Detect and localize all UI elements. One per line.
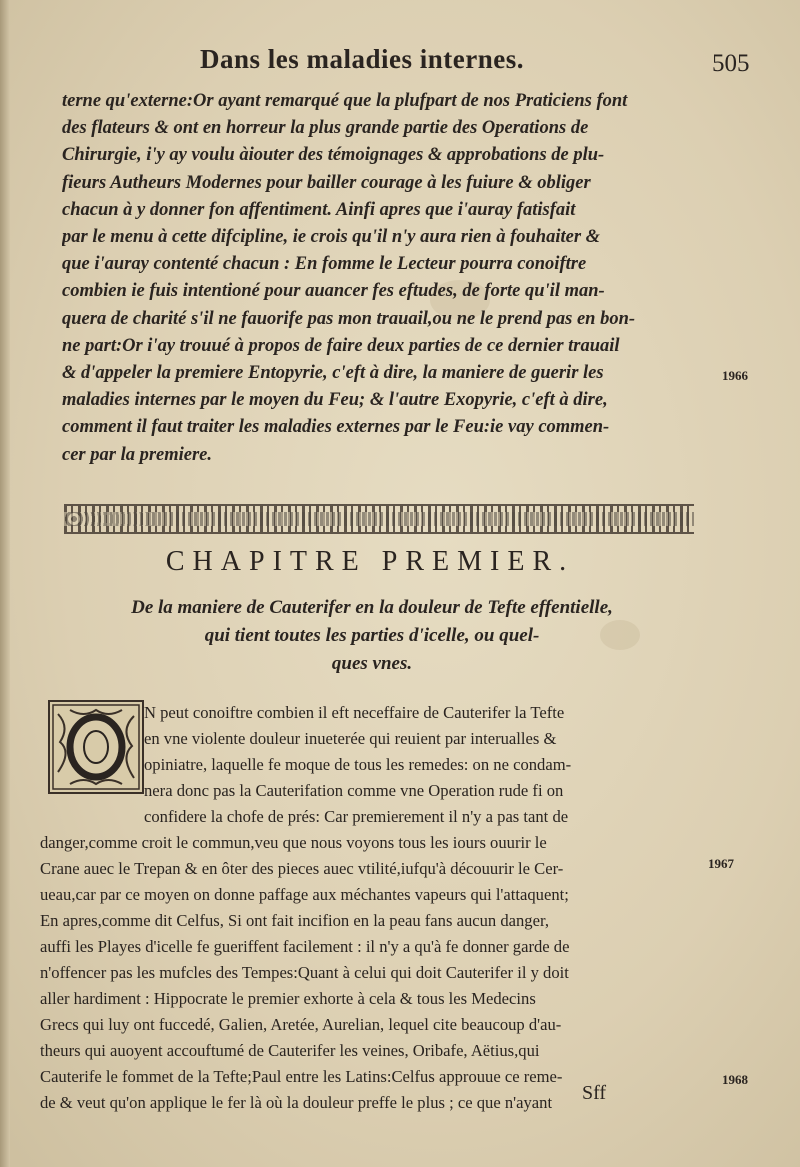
text-line: auffi les Playes d'icelle fe gueriffent facilement : il n'y a qu'à fe donner garde de [40,937,570,956]
margin-note: 1966 [722,368,748,383]
text-line: maladies internes par le moyen du Feu; & l'autre Exopyrie, c'eft à dire, [62,390,608,411]
page-gutter [0,0,10,1167]
running-title: Dans les maladies internes. [200,44,524,74]
text-line: En apres,comme dit Celfus, Si ont fait incifion en la peau fans aucun danger, [40,911,549,930]
margin-note: 1967 [708,856,734,871]
chapter-title: CHAPITRE PREMIER. [165,546,575,577]
text-line: de & veut qu'on applique le fer là où la douleur preffe le plus ; ce que n'ayant [40,1093,553,1112]
text-line: nera donc pas la Cauterifation comme vne Operation rude fi on [144,781,564,800]
body-paragraph [40,700,700,1116]
subtitle-line: qui tient toutes les parties d'icelle, ou quel- [204,625,540,646]
text-line: que i'auray contenté chacun : En fomme le Lecteur pourra conoiftre [62,254,587,275]
text-line: & d'appeler la premiere Entopyrie, c'eft à dire, la maniere de guerir les [62,363,604,384]
text-line: danger,comme croit le commun,veu que nous voyons tous les iours ouurir le [40,833,547,852]
catchword: Sff [582,1082,607,1104]
text-line: Cauterife le fommet de la Tefte;Paul entre les Latins:Celfus approuue ce reme- [40,1067,563,1086]
text-line: opiniatre, laquelle fe moque de tous les remedes: on ne condam- [144,755,572,774]
text-line: chacun à y donner fon affentiment. Ainfi apres que i'auray fatisfait [62,199,576,220]
text-line: confidere la chofe de prés: Car premierement il n'y a pas tant de [144,807,569,826]
subtitle-line: ques vnes. [331,653,413,674]
text-line: quera de charité s'il ne fauorife pas mon trauail,ou ne le prend pas en bon- [62,308,636,329]
text-line: n'offencer pas les mufcles des Tempes:Quant à celui qui doit Cauterifer il y doit [40,963,569,982]
text-line: cer par la premiere. [62,444,213,465]
text-line: terne qu'externe:Or ayant remarqué que la plufpart de nos Praticiens font [62,91,628,111]
chapter-subtitle [62,594,682,678]
text-line: comment il faut traiter les maladies externes par le Feu:ie vay commen- [62,417,610,438]
text-line: Grecs qui luy ont fuccedé, Galien, Aretée, Aurelian, lequel cite beaucoup d'au- [40,1015,562,1034]
text-line: Crane auec le Trepan & en ôter des pieces auec vtilité,iufqu'à découurir le Cer- [40,859,564,878]
subtitle-line: De la maniere de Cauterifer en la douleur de Tefte effentielle, [131,597,613,618]
text-line: combien ie fuis intentioné pour auancer fes eftudes, de forte qu'il man- [62,281,605,302]
text-line: des flateurs & ont en horreur la plus grande partie des Operations de [62,118,589,139]
text-line: en vne violente douleur inueterée qui reuient par interualles & [144,729,557,748]
ornament-pattern [64,512,694,526]
text-line: fieurs Autheurs Modernes pour bailler courage à les fuiure & obliger [62,172,591,193]
text-line: Chirurgie, i'y ay voulu àiouter des témoignages & approbations de plu- [62,145,605,166]
page-number: 505 [712,50,750,77]
text-line: ueau,car par ce moyen on donne paffage aux méchantes vapeurs qui l'attaquent; [40,885,569,904]
text-line: aller hardiment : Hippocrate le premier exhorte à cela & tous les Medecins [40,989,536,1008]
text-line: N peut conoiftre combien il eft neceffaire de Cauterifer la Tefte [144,703,565,722]
text-line: par le menu à cette difcipline, ie crois qu'il n'y aura rien à fouhaiter & [62,227,601,248]
ornament-band [64,504,694,534]
intro-paragraph [62,88,712,469]
margin-note: 1968 [722,1072,748,1087]
text-line: ne part:Or i'ay trouué à propos de faire deux parties de ce dernier trauail [62,335,620,356]
text-line: theurs qui auoyent accouftumé de Cauterifer les veines, Oribafe, Aëtius,qui [40,1041,540,1060]
